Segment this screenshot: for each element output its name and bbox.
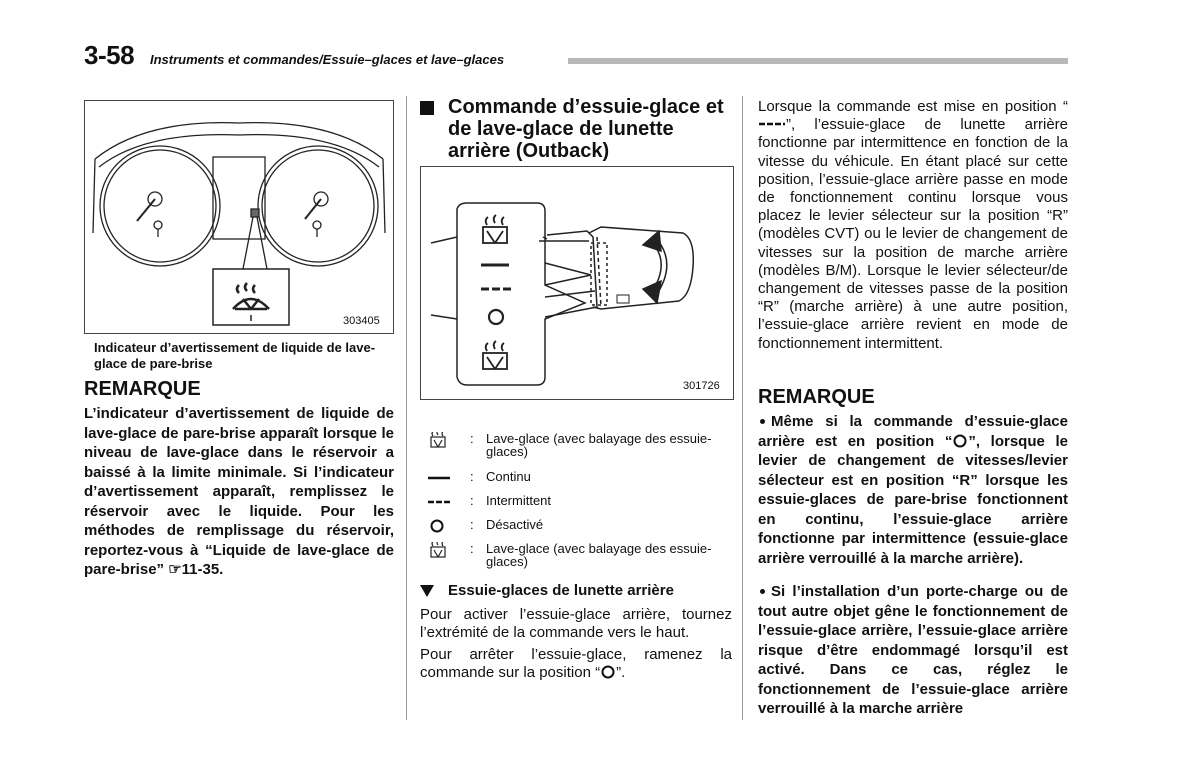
washer-spray-icon xyxy=(428,432,452,448)
section-title: Commande d’essuie-glace et de lave-glace de lunette arrière (Outback) xyxy=(448,96,724,162)
paragraph-activate: Pour activer l’essuie-glace arrière, tournez l’extrémité de la commande vers le haut. xyxy=(420,606,732,642)
section-square-icon xyxy=(420,101,434,115)
legend xyxy=(428,430,738,580)
header-title: Instruments et commandes/Essuie–glaces et lave–glaces xyxy=(150,52,505,67)
note-bullet-text: Même si la commande d’essuie-glace arrière est en position “ xyxy=(758,413,1068,450)
page-number: 3-58 xyxy=(84,40,135,70)
bullet-icon xyxy=(760,589,765,594)
dashed-line-icon xyxy=(758,119,786,129)
figure-code: 303405 xyxy=(343,315,380,327)
note-bullet-text: Si l’installation d’un porte-charge ou de tout autre objet gêne le fonctionnement de l’essuie-glace arrière, l’essuie-glace arrière risque d’être endommagé lorsqu’il est activé. Dans ce cas, réglez le fonctionnement de l’essuie-glace arrière verrouillé à la marche arrière xyxy=(758,583,1068,717)
note-heading: REMARQUE xyxy=(84,378,201,400)
paragraph-text: Lorsque la commande est mise en position “ xyxy=(758,98,1068,115)
column-divider-left xyxy=(406,96,407,720)
circle-off-icon xyxy=(600,665,616,679)
triangle-down-icon xyxy=(420,585,434,597)
paragraph-text: Pour arrêter l’essuie-glace, ramenez la commande sur la position “ xyxy=(420,646,732,682)
figure-caption: Indicateur d’avertissement de liquide de lave-glace de pare-brise xyxy=(94,340,376,371)
note-text: L’indicateur d’avertissement de liquide de lave-glace de pare-brise apparaît lorsque le niveau de lave-glace dans le réservoir a baissé à la limite minimale. Si l’indicateur d’avertissement apparaît, remplissez le réservoir avec le liquide. Pour les méthodes de remplissage du réservoir, reportez-vous à “Liquide de lave-glace de pare-brise” ☞11-35. xyxy=(84,405,394,578)
note-bullet xyxy=(758,582,1068,719)
header-rule xyxy=(568,58,1068,64)
subsection-heading xyxy=(420,582,732,600)
section-heading xyxy=(420,96,732,162)
wiper-switch-figure xyxy=(420,166,734,400)
legend-colon: : xyxy=(470,493,474,508)
circle-off-icon xyxy=(428,518,452,534)
legend-colon: : xyxy=(470,469,474,484)
note-bullet-text: ”, lorsque le levier de changement de vitesses/levier sélecteur est en position “R” lorsque les essuie-glaces de pare-brise fonctionnent en continu, l’essuie-glace arrière fonctionne par intermittence (essuie-glace arrière verrouillé à la marche arrière). xyxy=(758,432,1068,567)
instrument-cluster-illustration xyxy=(85,101,393,333)
legend-text: Lave-glace (avec balayage des essuie-glaces) xyxy=(486,541,712,569)
paragraph-intermittent xyxy=(758,98,1068,353)
instrument-cluster-figure xyxy=(84,100,394,334)
dashed-line-icon xyxy=(428,494,452,510)
circle-off-icon xyxy=(952,434,968,448)
paragraph-text: ”, l’essuie-glace de lunette arrière fonctionne par intermittence en fonction de la vitesse du véhicule. En étant placé sur cette position, l’essuie-glace arrière passe en mode de fonctionnement continu lorsque vous placez le levier sélecteur sur la position “R” (modèles CVT) ou le levier de changement de vitesses sur la position de marche arrière (modèles B/M). Lorsque le levier sélecteur/de changement de vitesses passe de la position “R” (marche arrière) à une autre position, l’essuie-glace arrière revient en mode de fonctionnement intermittent. xyxy=(758,116,1068,352)
legend-colon: : xyxy=(470,541,474,556)
bullet-icon xyxy=(760,419,765,424)
legend-text: Désactivé xyxy=(486,517,544,532)
paragraph-stop xyxy=(420,646,732,682)
legend-colon: : xyxy=(470,431,474,446)
note-bullet xyxy=(758,412,1068,568)
legend-text: Lave-glace (avec balayage des essuie-glaces) xyxy=(486,431,712,459)
legend-text: Continu xyxy=(486,469,531,484)
figure-code: 301726 xyxy=(683,380,720,392)
legend-text: Intermittent xyxy=(486,493,552,508)
column-divider-right xyxy=(742,96,743,720)
wiper-switch-illustration xyxy=(421,167,733,399)
solid-line-icon xyxy=(428,470,452,486)
washer-spray-icon xyxy=(428,542,452,558)
subsection-title: Essuie-glaces de lunette arrière xyxy=(448,582,674,599)
paragraph-text: ”. xyxy=(616,664,626,682)
legend-colon: : xyxy=(470,517,474,532)
note-heading: REMARQUE xyxy=(758,386,875,408)
